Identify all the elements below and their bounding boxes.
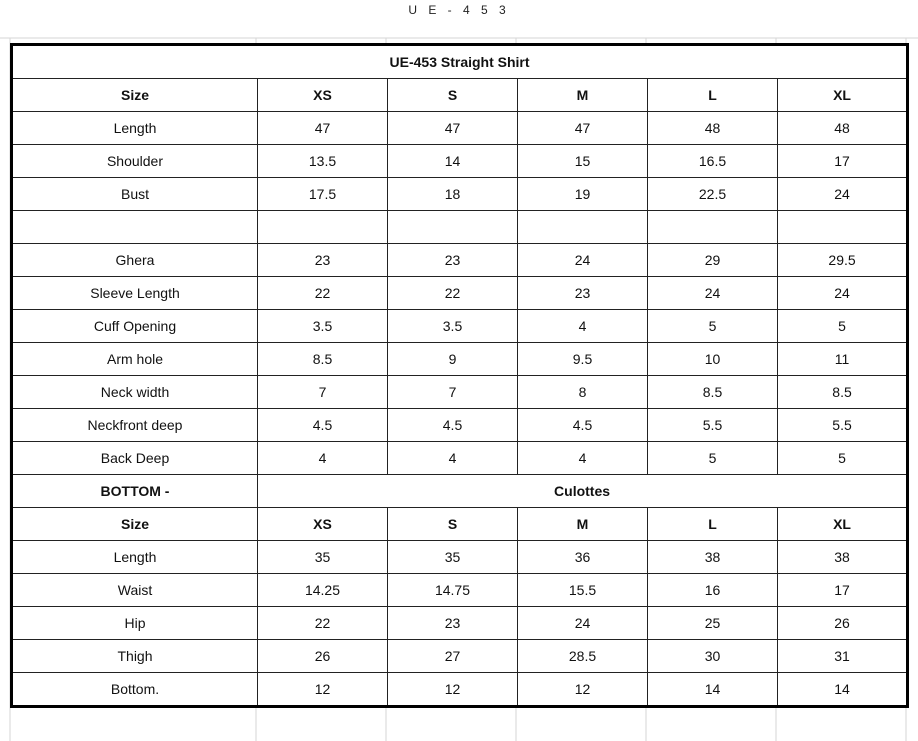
row-label: Bottom.	[12, 673, 258, 707]
row-label: Neckfront deep	[12, 409, 258, 442]
table-cell: 26	[258, 640, 388, 673]
table-row	[12, 376, 908, 409]
table-cell: 38	[648, 541, 778, 574]
table-row	[12, 640, 908, 673]
table-cell: 22	[258, 277, 388, 310]
header-cell: XS	[258, 508, 388, 541]
header-cell: Size	[12, 79, 258, 112]
row-label: Thigh	[12, 640, 258, 673]
table-cell: 8	[518, 376, 648, 409]
header-cell: L	[648, 79, 778, 112]
table-cell: 38	[778, 541, 908, 574]
table-cell: 16	[648, 574, 778, 607]
table-row	[12, 343, 908, 376]
table-cell: 14.75	[388, 574, 518, 607]
row-label: Length	[12, 541, 258, 574]
table-cell: 3.5	[258, 310, 388, 343]
table-cell: 8.5	[258, 343, 388, 376]
header-cell: L	[648, 508, 778, 541]
table-cell: 17.5	[258, 178, 388, 211]
header-cell: XL	[778, 508, 908, 541]
table-cell: 12	[258, 673, 388, 707]
header-cell: S	[388, 508, 518, 541]
table-cell: 23	[388, 607, 518, 640]
row-label: Shoulder	[12, 145, 258, 178]
table-cell: 4	[518, 310, 648, 343]
bottom-title: Culottes	[258, 475, 908, 508]
table-cell: 14	[778, 673, 908, 707]
table-cell: 4	[518, 442, 648, 475]
table-cell: 23	[258, 244, 388, 277]
table-cell: 12	[518, 673, 648, 707]
table-cell: 31	[778, 640, 908, 673]
table-cell: 5.5	[778, 409, 908, 442]
table-row	[12, 409, 908, 442]
table-cell: 10	[648, 343, 778, 376]
header-cell: S	[388, 79, 518, 112]
table-row	[12, 178, 908, 211]
document-title: U E - 4 5 3	[408, 3, 510, 17]
table-cell: 22	[388, 277, 518, 310]
table-cell: 24	[518, 607, 648, 640]
table-cell: 47	[388, 112, 518, 145]
row-label: Cuff Opening	[12, 310, 258, 343]
row-label: Neck width	[12, 376, 258, 409]
table-cell: 5	[778, 442, 908, 475]
table-cell: 22	[258, 607, 388, 640]
table-cell: 4.5	[518, 409, 648, 442]
table-cell: 18	[388, 178, 518, 211]
row-label: Arm hole	[12, 343, 258, 376]
table-cell: 27	[388, 640, 518, 673]
table-cell: 4.5	[388, 409, 518, 442]
table-row	[12, 310, 908, 343]
table-cell: 24	[778, 277, 908, 310]
table-row	[12, 442, 908, 475]
empty-row	[12, 211, 908, 244]
table-cell: 35	[258, 541, 388, 574]
table-cell: 8.5	[648, 376, 778, 409]
table-cell	[778, 211, 908, 244]
table-cell	[258, 211, 388, 244]
size-chart-table	[10, 43, 909, 708]
table-cell: 14	[648, 673, 778, 707]
table-cell: 7	[258, 376, 388, 409]
bottom-section-label: BOTTOM -	[12, 475, 258, 508]
table-cell: 28.5	[518, 640, 648, 673]
shirt-title: UE-453 Straight Shirt	[12, 45, 908, 79]
table-cell: 47	[518, 112, 648, 145]
table-cell: 15	[518, 145, 648, 178]
table-cell: 23	[388, 244, 518, 277]
table-cell: 7	[388, 376, 518, 409]
header-cell: XS	[258, 79, 388, 112]
row-label: Back Deep	[12, 442, 258, 475]
table-cell: 36	[518, 541, 648, 574]
header-cell: Size	[12, 508, 258, 541]
row-label: Hip	[12, 607, 258, 640]
table-cell: 5.5	[648, 409, 778, 442]
row-label	[12, 211, 258, 244]
table-cell: 24	[778, 178, 908, 211]
table-cell: 24	[518, 244, 648, 277]
table-cell: 12	[388, 673, 518, 707]
table-cell: 17	[778, 574, 908, 607]
table-cell: 15.5	[518, 574, 648, 607]
row-label: Waist	[12, 574, 258, 607]
bottom-header-row	[12, 508, 908, 541]
table-cell: 48	[778, 112, 908, 145]
table-cell: 5	[648, 442, 778, 475]
table-cell: 8.5	[778, 376, 908, 409]
shirt-title-row	[12, 45, 908, 79]
table-cell: 24	[648, 277, 778, 310]
table-cell: 14	[388, 145, 518, 178]
table-row	[12, 607, 908, 640]
table-row	[12, 244, 908, 277]
table-cell: 9	[388, 343, 518, 376]
table-cell: 9.5	[518, 343, 648, 376]
table-cell: 16.5	[648, 145, 778, 178]
header-cell: M	[518, 508, 648, 541]
shirt-header-row	[12, 79, 908, 112]
table-row	[12, 673, 908, 707]
table-cell: 3.5	[388, 310, 518, 343]
table-cell: 19	[518, 178, 648, 211]
table-cell: 22.5	[648, 178, 778, 211]
table-cell: 13.5	[258, 145, 388, 178]
table-row	[12, 574, 908, 607]
table-cell: 35	[388, 541, 518, 574]
table-row	[12, 541, 908, 574]
table-cell: 4	[388, 442, 518, 475]
table-cell: 29	[648, 244, 778, 277]
header-cell: M	[518, 79, 648, 112]
header-cell: XL	[778, 79, 908, 112]
table-cell: 17	[778, 145, 908, 178]
table-cell: 29.5	[778, 244, 908, 277]
table-cell: 14.25	[258, 574, 388, 607]
table-cell: 4	[258, 442, 388, 475]
table-cell: 48	[648, 112, 778, 145]
table-cell: 47	[258, 112, 388, 145]
table-cell: 25	[648, 607, 778, 640]
row-label: Ghera	[12, 244, 258, 277]
table-cell: 30	[648, 640, 778, 673]
table-row	[12, 145, 908, 178]
table-cell: 26	[778, 607, 908, 640]
bottom-title-row	[12, 475, 908, 508]
table-cell: 4.5	[258, 409, 388, 442]
table-cell: 5	[648, 310, 778, 343]
table-row	[12, 277, 908, 310]
table-cell	[518, 211, 648, 244]
table-cell	[648, 211, 778, 244]
table-cell: 23	[518, 277, 648, 310]
table-row	[12, 112, 908, 145]
row-label: Bust	[12, 178, 258, 211]
table-cell	[388, 211, 518, 244]
row-label: Sleeve Length	[12, 277, 258, 310]
row-label: Length	[12, 112, 258, 145]
table-cell: 11	[778, 343, 908, 376]
table-cell: 5	[778, 310, 908, 343]
